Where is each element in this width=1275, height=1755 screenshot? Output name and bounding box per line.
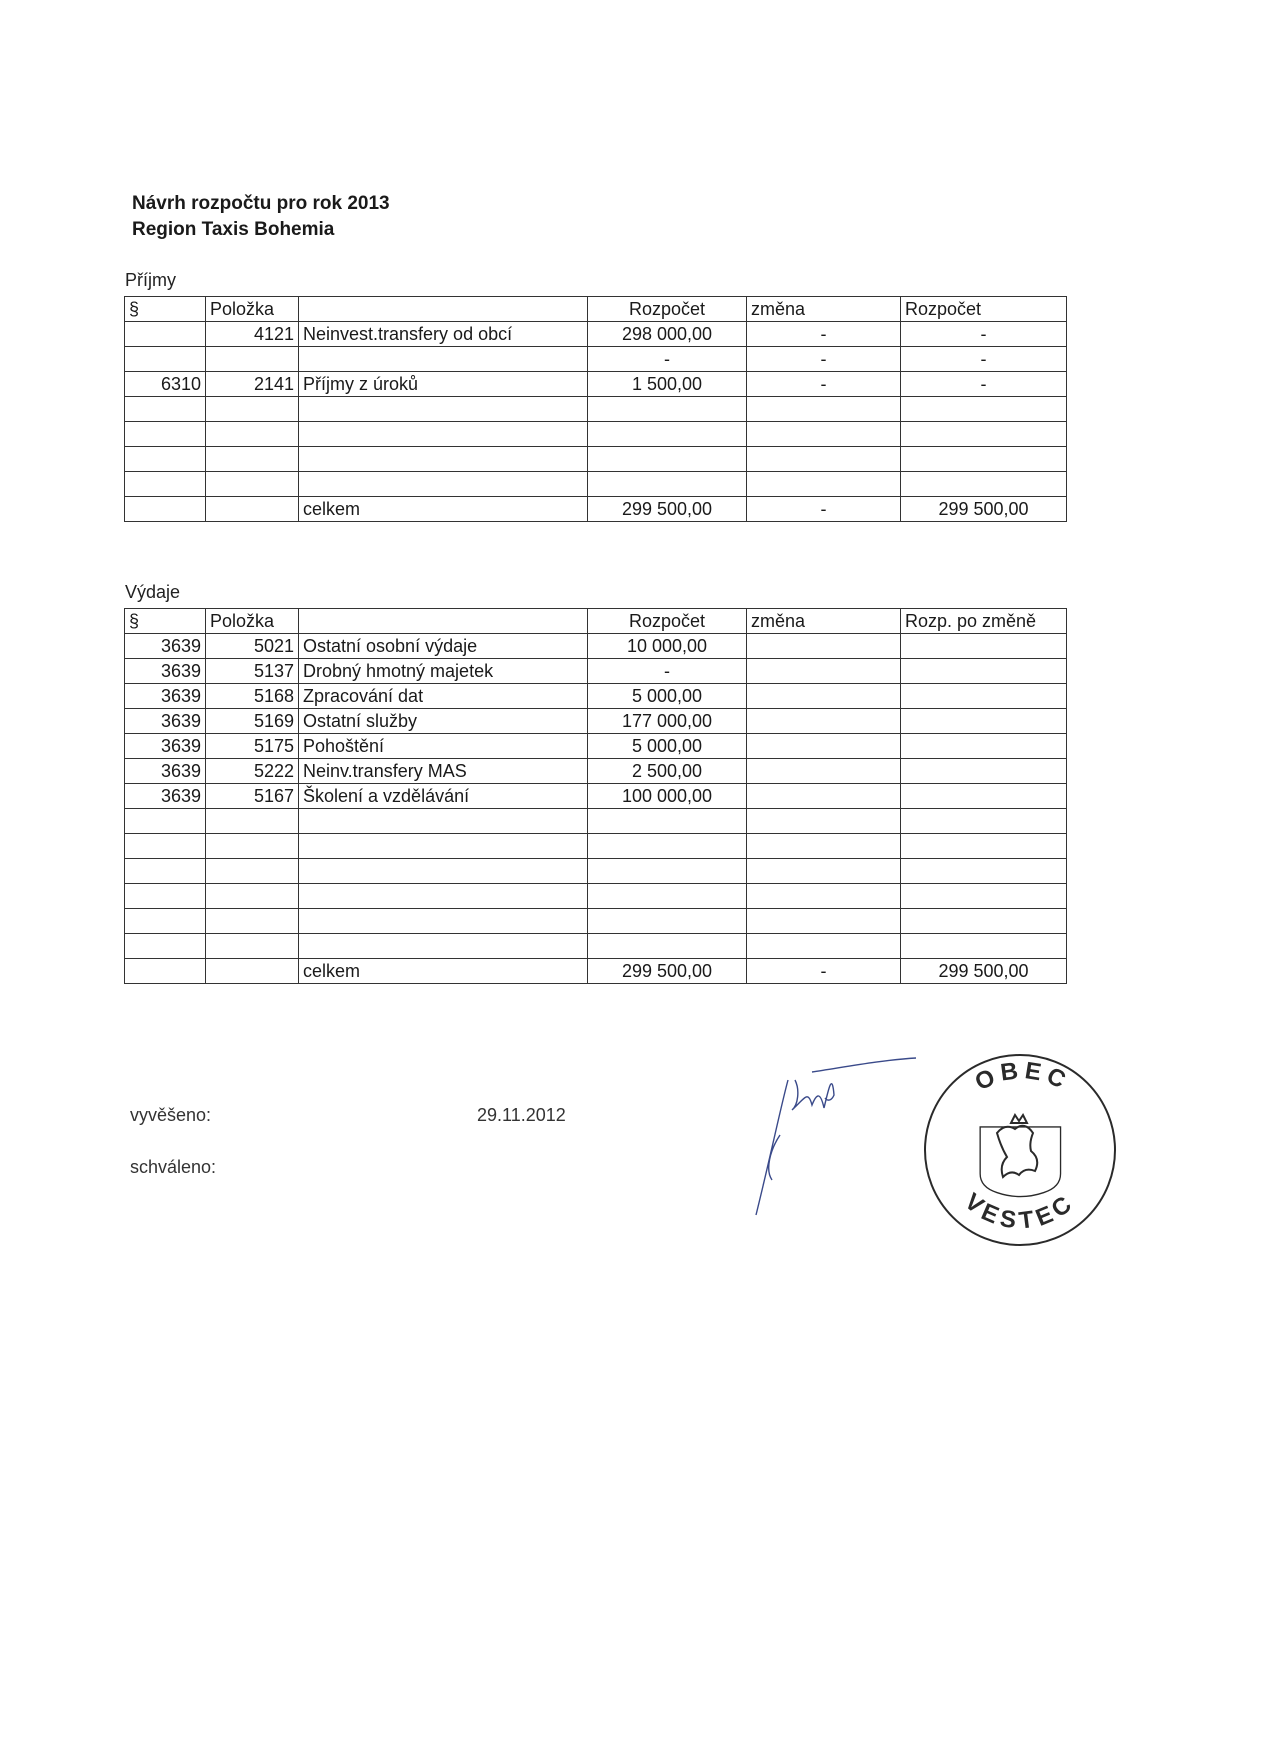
expenses-header-item-code-cell: Položka <box>206 609 299 634</box>
budget-after-cell <box>901 634 1067 659</box>
change-cell <box>747 934 901 959</box>
item-code-cell <box>206 497 299 522</box>
item-code-cell: 5169 <box>206 709 299 734</box>
description-cell <box>299 909 588 934</box>
table-row <box>125 634 1067 659</box>
item-code-cell <box>206 347 299 372</box>
description-cell <box>299 809 588 834</box>
item-code-cell <box>206 422 299 447</box>
item-code-cell: 5168 <box>206 684 299 709</box>
table-row <box>125 909 1067 934</box>
budget-cell <box>588 809 747 834</box>
item-code-cell <box>206 809 299 834</box>
table-row <box>125 859 1067 884</box>
description-cell <box>299 422 588 447</box>
change-cell <box>747 634 901 659</box>
item-code-cell <box>206 959 299 984</box>
description-cell: celkem <box>299 497 588 522</box>
change-cell <box>747 859 901 884</box>
item-code-cell: 5167 <box>206 784 299 809</box>
budget-after-cell: - <box>901 322 1067 347</box>
budget-after-cell <box>901 472 1067 497</box>
table-row <box>125 709 1067 734</box>
table-row <box>125 372 1067 397</box>
municipal-seal <box>915 1045 1125 1255</box>
table-row <box>125 447 1067 472</box>
seal-bottom-text: VESTEC <box>959 1188 1081 1235</box>
budget-after-cell <box>901 709 1067 734</box>
description-cell <box>299 447 588 472</box>
item-code-cell: 4121 <box>206 322 299 347</box>
item-code-cell <box>206 834 299 859</box>
budget-after-cell: 299 500,00 <box>901 959 1067 984</box>
budget-after-cell <box>901 759 1067 784</box>
section-cell <box>125 322 206 347</box>
document-title: Návrh rozpočtu pro rok 2013 <box>132 193 390 214</box>
budget-cell <box>588 447 747 472</box>
budget-after-cell <box>901 809 1067 834</box>
expenses-total-row <box>125 959 1067 984</box>
budget-cell <box>588 909 747 934</box>
description-cell <box>299 472 588 497</box>
income-header-section-cell: § <box>125 297 206 322</box>
budget-after-cell <box>901 447 1067 472</box>
income-total-row <box>125 497 1067 522</box>
change-cell <box>747 472 901 497</box>
change-cell <box>747 659 901 684</box>
table-row <box>125 784 1067 809</box>
budget-cell: - <box>588 347 747 372</box>
budget-after-cell <box>901 884 1067 909</box>
change-cell: - <box>747 322 901 347</box>
item-code-cell: 2141 <box>206 372 299 397</box>
income-header-budget-after-cell: Rozpočet <box>901 297 1067 322</box>
item-code-cell <box>206 472 299 497</box>
budget-after-cell: 299 500,00 <box>901 497 1067 522</box>
change-cell: - <box>747 347 901 372</box>
table-row <box>125 884 1067 909</box>
table-row <box>125 472 1067 497</box>
change-cell <box>747 759 901 784</box>
table-row <box>125 734 1067 759</box>
budget-after-cell <box>901 734 1067 759</box>
section-cell: 3639 <box>125 684 206 709</box>
description-cell: Zpracování dat <box>299 684 588 709</box>
change-cell <box>747 834 901 859</box>
budget-after-cell: - <box>901 372 1067 397</box>
change-cell <box>747 684 901 709</box>
description-cell: Školení a vzdělávání <box>299 784 588 809</box>
description-cell: Příjmy z úroků <box>299 372 588 397</box>
section-cell <box>125 497 206 522</box>
section-cell <box>125 447 206 472</box>
change-cell <box>747 909 901 934</box>
description-cell <box>299 859 588 884</box>
table-row <box>125 759 1067 784</box>
section-cell <box>125 909 206 934</box>
budget-after-cell <box>901 659 1067 684</box>
budget-cell: 298 000,00 <box>588 322 747 347</box>
change-cell <box>747 447 901 472</box>
item-code-cell: 5222 <box>206 759 299 784</box>
table-row <box>125 809 1067 834</box>
budget-cell: - <box>588 659 747 684</box>
signature-icon <box>720 1050 920 1220</box>
change-cell <box>747 884 901 909</box>
section-cell <box>125 859 206 884</box>
budget-cell: 2 500,00 <box>588 759 747 784</box>
expenses-section-label: Výdaje <box>125 582 181 602</box>
description-cell: Neinv.transfery MAS <box>299 759 588 784</box>
change-cell <box>747 709 901 734</box>
description-cell <box>299 884 588 909</box>
budget-cell: 299 500,00 <box>588 497 747 522</box>
section-cell: 3639 <box>125 709 206 734</box>
budget-after-cell <box>901 784 1067 809</box>
change-cell <box>747 784 901 809</box>
budget-after-cell <box>901 834 1067 859</box>
budget-after-cell <box>901 422 1067 447</box>
expenses-header-description-cell <box>299 609 588 634</box>
change-cell <box>747 809 901 834</box>
description-cell: Drobný hmotný majetek <box>299 659 588 684</box>
item-code-cell <box>206 397 299 422</box>
section-cell <box>125 959 206 984</box>
budget-cell <box>588 472 747 497</box>
budget-cell: 10 000,00 <box>588 634 747 659</box>
section-cell <box>125 884 206 909</box>
description-cell: celkem <box>299 959 588 984</box>
expenses-table <box>124 608 1067 984</box>
section-cell <box>125 422 206 447</box>
item-code-cell: 5021 <box>206 634 299 659</box>
table-row <box>125 422 1067 447</box>
item-code-cell <box>206 447 299 472</box>
table-row <box>125 347 1067 372</box>
item-code-cell <box>206 884 299 909</box>
expenses-header-section-cell: § <box>125 609 206 634</box>
section-cell: 3639 <box>125 759 206 784</box>
income-header-budget-cell: Rozpočet <box>588 297 747 322</box>
item-code-cell <box>206 909 299 934</box>
item-code-cell: 5137 <box>206 659 299 684</box>
budget-cell: 1 500,00 <box>588 372 747 397</box>
item-code-cell <box>206 859 299 884</box>
item-code-cell <box>206 934 299 959</box>
description-cell: Ostatní osobní výdaje <box>299 634 588 659</box>
expenses-header-budget-after-cell: Rozp. po změně <box>901 609 1067 634</box>
budget-after-cell <box>901 934 1067 959</box>
budget-cell <box>588 884 747 909</box>
change-cell <box>747 422 901 447</box>
income-header-row <box>125 297 1067 322</box>
income-table <box>124 296 1067 522</box>
document-subtitle: Region Taxis Bohemia <box>132 219 335 240</box>
budget-cell: 5 000,00 <box>588 734 747 759</box>
budget-cell: 100 000,00 <box>588 784 747 809</box>
budget-cell <box>588 422 747 447</box>
change-cell: - <box>747 372 901 397</box>
budget-cell <box>588 834 747 859</box>
budget-cell <box>588 859 747 884</box>
section-cell <box>125 934 206 959</box>
description-cell: Neinvest.transfery od obcí <box>299 322 588 347</box>
budget-cell <box>588 934 747 959</box>
change-cell <box>747 397 901 422</box>
description-cell <box>299 934 588 959</box>
section-cell: 3639 <box>125 734 206 759</box>
description-cell: Ostatní služby <box>299 709 588 734</box>
section-cell: 6310 <box>125 372 206 397</box>
income-header-description-cell <box>299 297 588 322</box>
section-cell: 3639 <box>125 659 206 684</box>
approved-label: schváleno: <box>130 1157 217 1177</box>
change-cell: - <box>747 497 901 522</box>
expenses-header-budget-cell: Rozpočet <box>588 609 747 634</box>
section-cell <box>125 397 206 422</box>
section-cell <box>125 347 206 372</box>
section-cell <box>125 809 206 834</box>
table-row <box>125 934 1067 959</box>
budget-after-cell <box>901 859 1067 884</box>
section-cell: 3639 <box>125 634 206 659</box>
income-header-item-code-cell: Položka <box>206 297 299 322</box>
seal-top-text: OBEC <box>970 1056 1075 1097</box>
table-row <box>125 397 1067 422</box>
budget-cell: 5 000,00 <box>588 684 747 709</box>
posted-date: 29.11.2012 <box>477 1105 566 1125</box>
svg-text:VESTEC <box>959 1188 1080 1235</box>
posted-label: vyvěšeno: <box>130 1105 212 1125</box>
income-section-label: Příjmy <box>125 270 176 290</box>
table-row <box>125 834 1067 859</box>
section-cell <box>125 834 206 859</box>
description-cell <box>299 347 588 372</box>
table-row <box>125 659 1067 684</box>
description-cell: Pohoštění <box>299 734 588 759</box>
expenses-header-change-cell: změna <box>747 609 901 634</box>
description-cell <box>299 834 588 859</box>
budget-after-cell <box>901 684 1067 709</box>
budget-after-cell <box>901 397 1067 422</box>
budget-cell: 177 000,00 <box>588 709 747 734</box>
budget-after-cell <box>901 909 1067 934</box>
budget-after-cell: - <box>901 347 1067 372</box>
change-cell: - <box>747 959 901 984</box>
table-row <box>125 684 1067 709</box>
section-cell <box>125 472 206 497</box>
budget-cell: 299 500,00 <box>588 959 747 984</box>
section-cell: 3639 <box>125 784 206 809</box>
description-cell <box>299 397 588 422</box>
budget-cell <box>588 397 747 422</box>
table-row <box>125 322 1067 347</box>
item-code-cell: 5175 <box>206 734 299 759</box>
income-header-change-cell: změna <box>747 297 901 322</box>
change-cell <box>747 734 901 759</box>
expenses-header-row <box>125 609 1067 634</box>
